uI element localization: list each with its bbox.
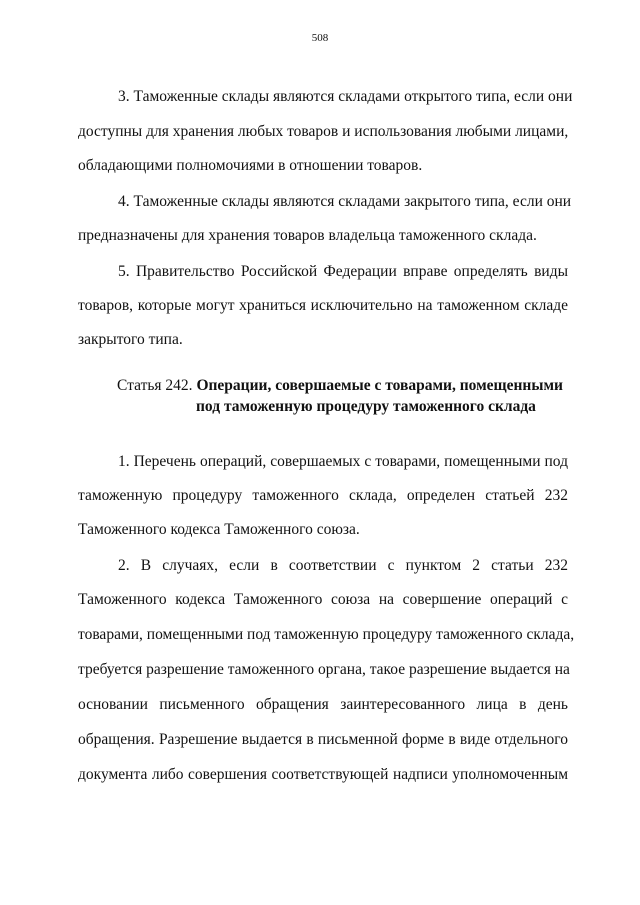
article-paragraph-1-line-2: таможенную процедуру таможенного склада, определен статьей 232 xyxy=(78,487,568,504)
article-paragraph-1-line-3: Таможенного кодекса Таможенного союза. xyxy=(78,521,360,538)
article-paragraph-2-line-1: 2. В случаях, если в соответствии с пунктом 2 статьи 232 xyxy=(118,557,568,574)
article-paragraph-1-line-1: 1. Перечень операций, совершаемых с товарами, помещенными под xyxy=(118,453,568,470)
article-title-line-2: под таможенную процедуру таможенного склада xyxy=(196,398,536,415)
paragraph-3-line-1: 3. Таможенные склады являются складами открытого типа, если они xyxy=(118,88,573,105)
paragraph-5-line-3: закрытого типа. xyxy=(78,331,183,348)
paragraph-3-line-3: обладающими полномочиями в отношении товаров. xyxy=(78,157,423,174)
article-paragraph-2-line-7: документа либо совершения соответствующей надписи уполномоченным xyxy=(78,766,568,783)
article-heading-line-1 xyxy=(117,376,563,396)
article-prefix: Статья 242. xyxy=(117,377,193,394)
article-paragraph-2-line-5: основании письменного обращения заинтересованного лица в день xyxy=(78,696,568,713)
paragraph-4-line-1: 4. Таможенные склады являются складами закрытого типа, если они xyxy=(118,193,572,210)
paragraph-3-line-2: доступны для хранения любых товаров и использования любыми лицами, xyxy=(78,123,569,140)
article-paragraph-2-line-3: товарами, помещенными под таможенную процедуру таможенного склада, xyxy=(78,626,575,643)
paragraph-4-line-2: предназначены для хранения товаров владельца таможенного склада. xyxy=(78,227,537,244)
article-title-line-1: Операции, совершаемые с товарами, помещенными xyxy=(196,377,563,394)
article-paragraph-2-line-4: требуется разрешение таможенного органа, такое разрешение выдается на xyxy=(78,661,570,678)
article-paragraph-2-line-6: обращения. Разрешение выдается в письменной форме в виде отдельного xyxy=(78,731,568,748)
page-number: 508 xyxy=(311,32,329,44)
paragraph-5-line-2: товаров, которые могут храниться исключительно на таможенном складе xyxy=(78,297,568,314)
paragraph-5-line-1: 5. Правительство Российской Федерации вправе определять виды xyxy=(118,263,568,280)
article-paragraph-2-line-2: Таможенного кодекса Таможенного союза на совершение операций с xyxy=(78,591,568,608)
